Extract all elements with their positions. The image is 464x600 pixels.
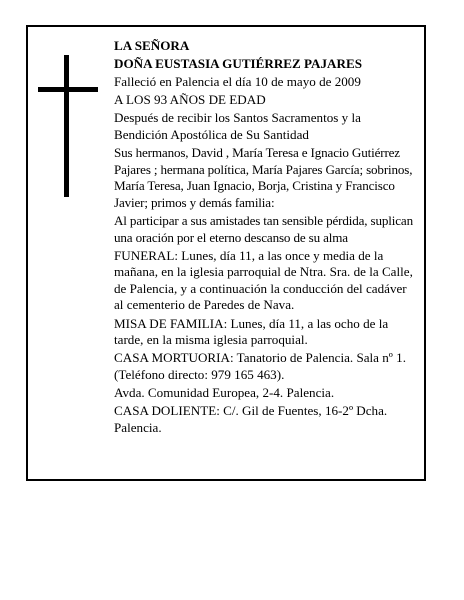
deceased-name: DOÑA EUSTASIA GUTIÉRREZ PAJARES <box>114 56 362 72</box>
death-line: Falleció en Palencia el día 10 de mayo de 2009 <box>114 74 361 90</box>
request-paragraph: Al participar a sus amistades tan sensible pérdida, suplican una oración por el eterno descanso de su alma <box>114 212 413 245</box>
cross-vertical-bar <box>64 55 69 197</box>
obituary-text <box>114 38 414 438</box>
family-paragraph: Sus hermanos, David , María Teresa e Ignacio Gutiérrez Pajares ; hermana política, María Pajares García; sobrinos, María Teresa, Juan Ignacio, Borja, Cristina y Francisco Javier; primos y demás familia: <box>114 145 413 210</box>
mass-paragraph: MISA DE FAMILIA: Lunes, día 11, a las ocho de la tarde, en la misma iglesia parroquial. <box>114 315 389 348</box>
mortuary-paragraph: CASA MORTUORIA: Tanatorio de Palencia. Sala nº 1. (Teléfono directo: 979 165 463). <box>114 350 406 382</box>
title-line: LA SEÑORA <box>114 38 190 53</box>
cross-icon <box>38 55 98 197</box>
mourning-house-paragraph: CASA DOLIENTE: C/. Gil de Fuentes, 16-2º Dcha. Palencia. <box>114 402 388 435</box>
funeral-paragraph: FUNERAL: Lunes, día 11, a las once y media de la mañana, en la iglesia parroquial de Ntra. Sra. de la Calle, de Palencia, y a continuación la conducción del cadáver al cementerio de Paredes de Nava. <box>114 247 413 313</box>
sacraments-paragraph: Después de recibir los Santos Sacramentos y la Bendición Apostólica de Su Santidad <box>114 110 361 142</box>
age-line: A LOS 93 AÑOS DE EDAD <box>114 92 266 108</box>
address-line: Avda. Comunidad Europea, 2-4. Palencia. <box>114 384 335 400</box>
cross-horizontal-bar <box>38 87 98 92</box>
